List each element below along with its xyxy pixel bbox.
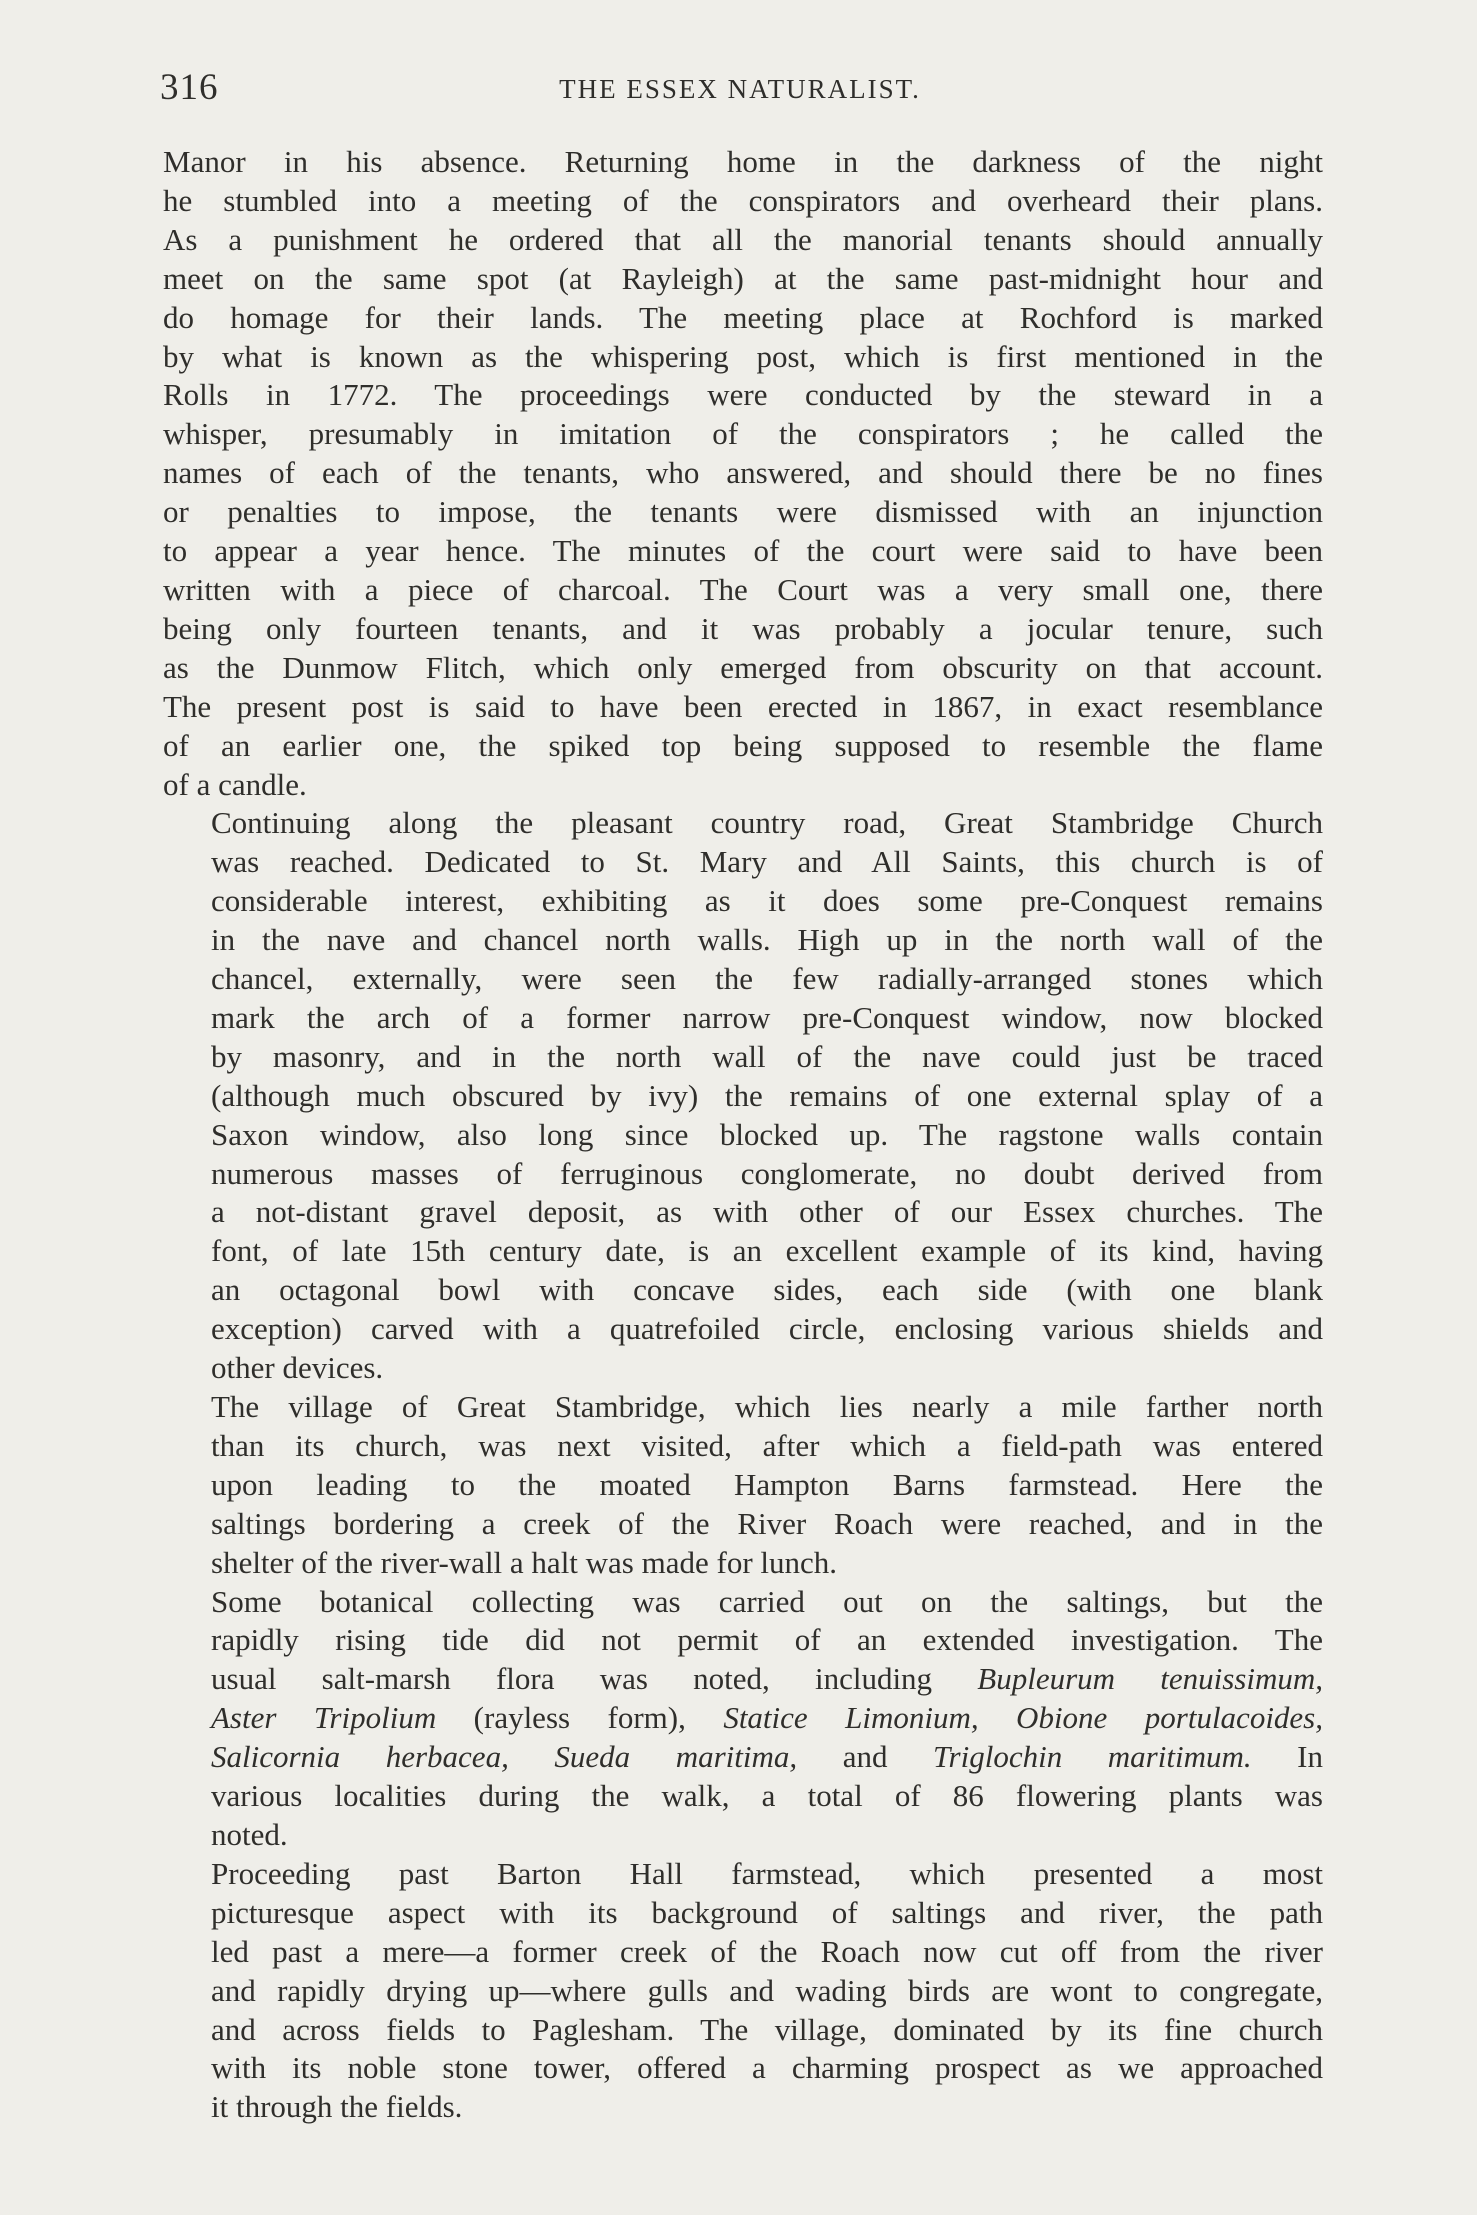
text-line: or penalties to impose, the tenants were dismissed with an injunction xyxy=(163,494,1323,530)
text-line: upon leading to the moated Hampton Barns farmstead. Here the xyxy=(211,1466,1323,1502)
text-line: Saxon window, also long since blocked up. The ragstone walls contain xyxy=(211,1116,1323,1152)
species-name: Statice Limonium, Obione portulacoides, xyxy=(723,1700,1324,1736)
text-line: by masonry, and in the north wall of the nave could just be traced xyxy=(211,1038,1323,1074)
text-line: was reached. Dedicated to St. Mary and All Saints, this church is of xyxy=(211,844,1323,880)
text-run: and xyxy=(797,1739,934,1775)
body-text xyxy=(163,143,1323,2127)
text-line: Rolls in 1772. The proceedings were conducted by the steward in a xyxy=(163,377,1323,413)
text-line: of an earlier one, the spiked top being supposed to resemble the flame xyxy=(163,727,1323,763)
text-line: noted. xyxy=(211,1816,288,1852)
text-line: as the Dunmow Flitch, which only emerged from obscurity on that account. xyxy=(163,649,1323,685)
paragraph-botanical-collecting xyxy=(163,1583,1323,1855)
text-line: it through the fields. xyxy=(211,2089,463,2125)
text-line: font, of late 15th century date, is an excellent example of its kind, having xyxy=(211,1233,1323,1269)
text-line: Continuing along the pleasant country road, Great Stambridge Church xyxy=(211,805,1323,841)
species-name: Salicornia herbacea, Sueda maritima, xyxy=(211,1739,798,1775)
text-line: with its noble stone tower, offered a charming prospect as we approached xyxy=(211,2050,1323,2086)
text-line: Proceeding past Barton Hall farmstead, which presented a most xyxy=(211,1855,1323,1891)
text-line: The present post is said to have been erected in 1867, in exact resemblance xyxy=(163,688,1323,724)
text-run: usual salt-marsh flora was noted, including xyxy=(211,1661,978,1697)
text-line: written with a piece of charcoal. The Court was a very small one, there xyxy=(163,571,1323,607)
species-name: Aster Tripolium xyxy=(211,1700,437,1736)
text-line: in the nave and chancel north walls. High up in the north wall of the xyxy=(211,922,1323,958)
text-line: exception) carved with a quatrefoiled circle, enclosing various shields and xyxy=(211,1311,1323,1347)
paragraph-whispering-post xyxy=(163,143,1323,804)
text-line: meet on the same spot (at Rayleigh) at the same past-midnight hour and xyxy=(163,260,1323,296)
text-line: being only fourteen tenants, and it was probably a jocular tenure, such xyxy=(163,610,1323,646)
text-line: (although much obscured by ivy) the remains of one external splay of a xyxy=(211,1077,1323,1113)
text-line: by what is known as the whispering post, which is first mentioned in the xyxy=(163,338,1323,374)
text-line: of a candle. xyxy=(163,766,307,802)
text-line: considerable interest, exhibiting as it does some pre-Conquest remains xyxy=(211,883,1323,919)
text-line: names of each of the tenants, who answered, and should there be no fines xyxy=(163,455,1323,491)
text-line: a not-distant gravel deposit, as with other of our Essex churches. The xyxy=(211,1194,1323,1230)
text-line: whisper, presumably in imitation of the conspirators ; he called the xyxy=(163,416,1323,452)
paragraph-village-visit xyxy=(163,1388,1323,1583)
text-line: and rapidly drying up—where gulls and wading birds are wont to congregate, xyxy=(211,1972,1323,2008)
text-line: an octagonal bowl with concave sides, each side (with one blank xyxy=(211,1272,1323,1308)
text-line: picturesque aspect with its background of saltings and river, the path xyxy=(211,1894,1323,1930)
flora-line xyxy=(163,1738,1323,1777)
running-title: THE ESSEX NATURALIST. xyxy=(559,74,921,104)
species-name: Triglochin maritimum. xyxy=(933,1739,1252,1775)
flora-line xyxy=(163,1660,1323,1699)
text-line: and across fields to Paglesham. The village, dominated by its fine church xyxy=(211,2011,1323,2047)
text-line: saltings bordering a creek of the River Roach were reached, and in the xyxy=(211,1505,1323,1541)
text-line: Some botanical collecting was carried out on the saltings, but the xyxy=(211,1583,1323,1619)
text-line: mark the arch of a former narrow pre-Conquest window, now blocked xyxy=(211,999,1323,1035)
text-line: various localities during the walk, a total of 86 flowering plants was xyxy=(211,1778,1323,1814)
text-line: numerous masses of ferruginous conglomerate, no doubt derived from xyxy=(211,1155,1323,1191)
page-number: 316 xyxy=(160,67,219,108)
species-name: Bupleurum tenuissimum, xyxy=(977,1661,1323,1697)
text-line: other devices. xyxy=(211,1350,384,1386)
text-line: shelter of the river-wall a halt was made for lunch. xyxy=(211,1544,838,1580)
text-line: rapidly rising tide did not permit of an extended investigation. The xyxy=(211,1622,1323,1658)
text-line: he stumbled into a meeting of the conspirators and overheard their plans. xyxy=(163,182,1323,218)
paragraph-barton-hall xyxy=(163,1855,1323,2127)
text-line: Manor in his absence. Returning home in the darkness of the night xyxy=(163,144,1323,179)
flora-line xyxy=(163,1699,1323,1738)
paragraph-great-stambridge-church xyxy=(163,804,1323,1388)
text-line: to appear a year hence. The minutes of the court were said to have been xyxy=(163,533,1323,569)
text-run: In xyxy=(1251,1739,1323,1775)
text-line: The village of Great Stambridge, which lies nearly a mile farther north xyxy=(211,1389,1323,1424)
text-line: As a punishment he ordered that all the manorial tenants should annually xyxy=(163,221,1323,257)
text-line: than its church, was next visited, after which a field-path was entered xyxy=(211,1427,1323,1463)
text-line: led past a mere—a former creek of the Roach now cut off from the river xyxy=(211,1933,1323,1969)
text-line: do homage for their lands. The meeting place at Rochford is marked xyxy=(163,299,1323,335)
text-line: chancel, externally, were seen the few radially-arranged stones which xyxy=(211,961,1323,997)
text-run: (rayless form), xyxy=(436,1700,724,1736)
page-header xyxy=(160,66,1320,126)
